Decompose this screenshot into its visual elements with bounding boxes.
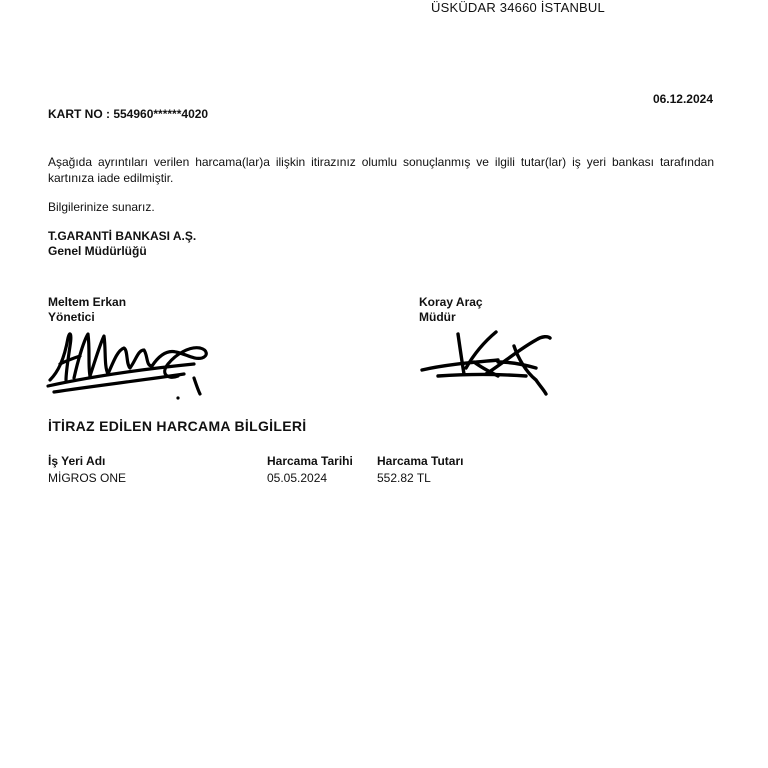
signature-2-image (418, 318, 558, 398)
document-date: 06.12.2024 (652, 92, 713, 106)
signature-1-image (44, 320, 214, 400)
table-cell-amount: 552.82 TL (377, 471, 431, 485)
bank-department: Genel Müdürlüğü (48, 244, 147, 258)
section-title: İTİRAZ EDİLEN HARCAMA BİLGİLERİ (48, 418, 307, 434)
signatory-2-name: Koray Araç (419, 295, 483, 309)
signatory-1-title: Yönetici (48, 310, 95, 324)
column-header-amount: Harcama Tutarı (377, 454, 464, 468)
bank-name: T.GARANTİ BANKASI A.Ş. (48, 229, 197, 243)
column-header-merchant: İş Yeri Adı (48, 454, 106, 468)
bank-address: ÜSKÜDAR 34660 İSTANBUL (431, 0, 605, 15)
table-cell-date: 05.05.2024 (267, 471, 328, 485)
closing-line: Bilgilerinize sunarız. (48, 200, 155, 214)
card-number: KART NO : 554960******4020 (48, 107, 209, 121)
body-paragraph: Aşağıda ayrıntıları verilen harcama(lar)a ilişkin itirazınız olumlu sonuçlanmış ve ilgili tutar(lar) iş yeri bankası tarafından kartınıza iade edilmiştir. (48, 155, 714, 185)
table-cell-merchant: MİGROS ONE (48, 471, 127, 485)
signatory-2-title: Müdür (419, 310, 456, 324)
column-header-date: Harcama Tarihi (267, 454, 353, 468)
signatory-1-name: Meltem Erkan (48, 295, 127, 309)
